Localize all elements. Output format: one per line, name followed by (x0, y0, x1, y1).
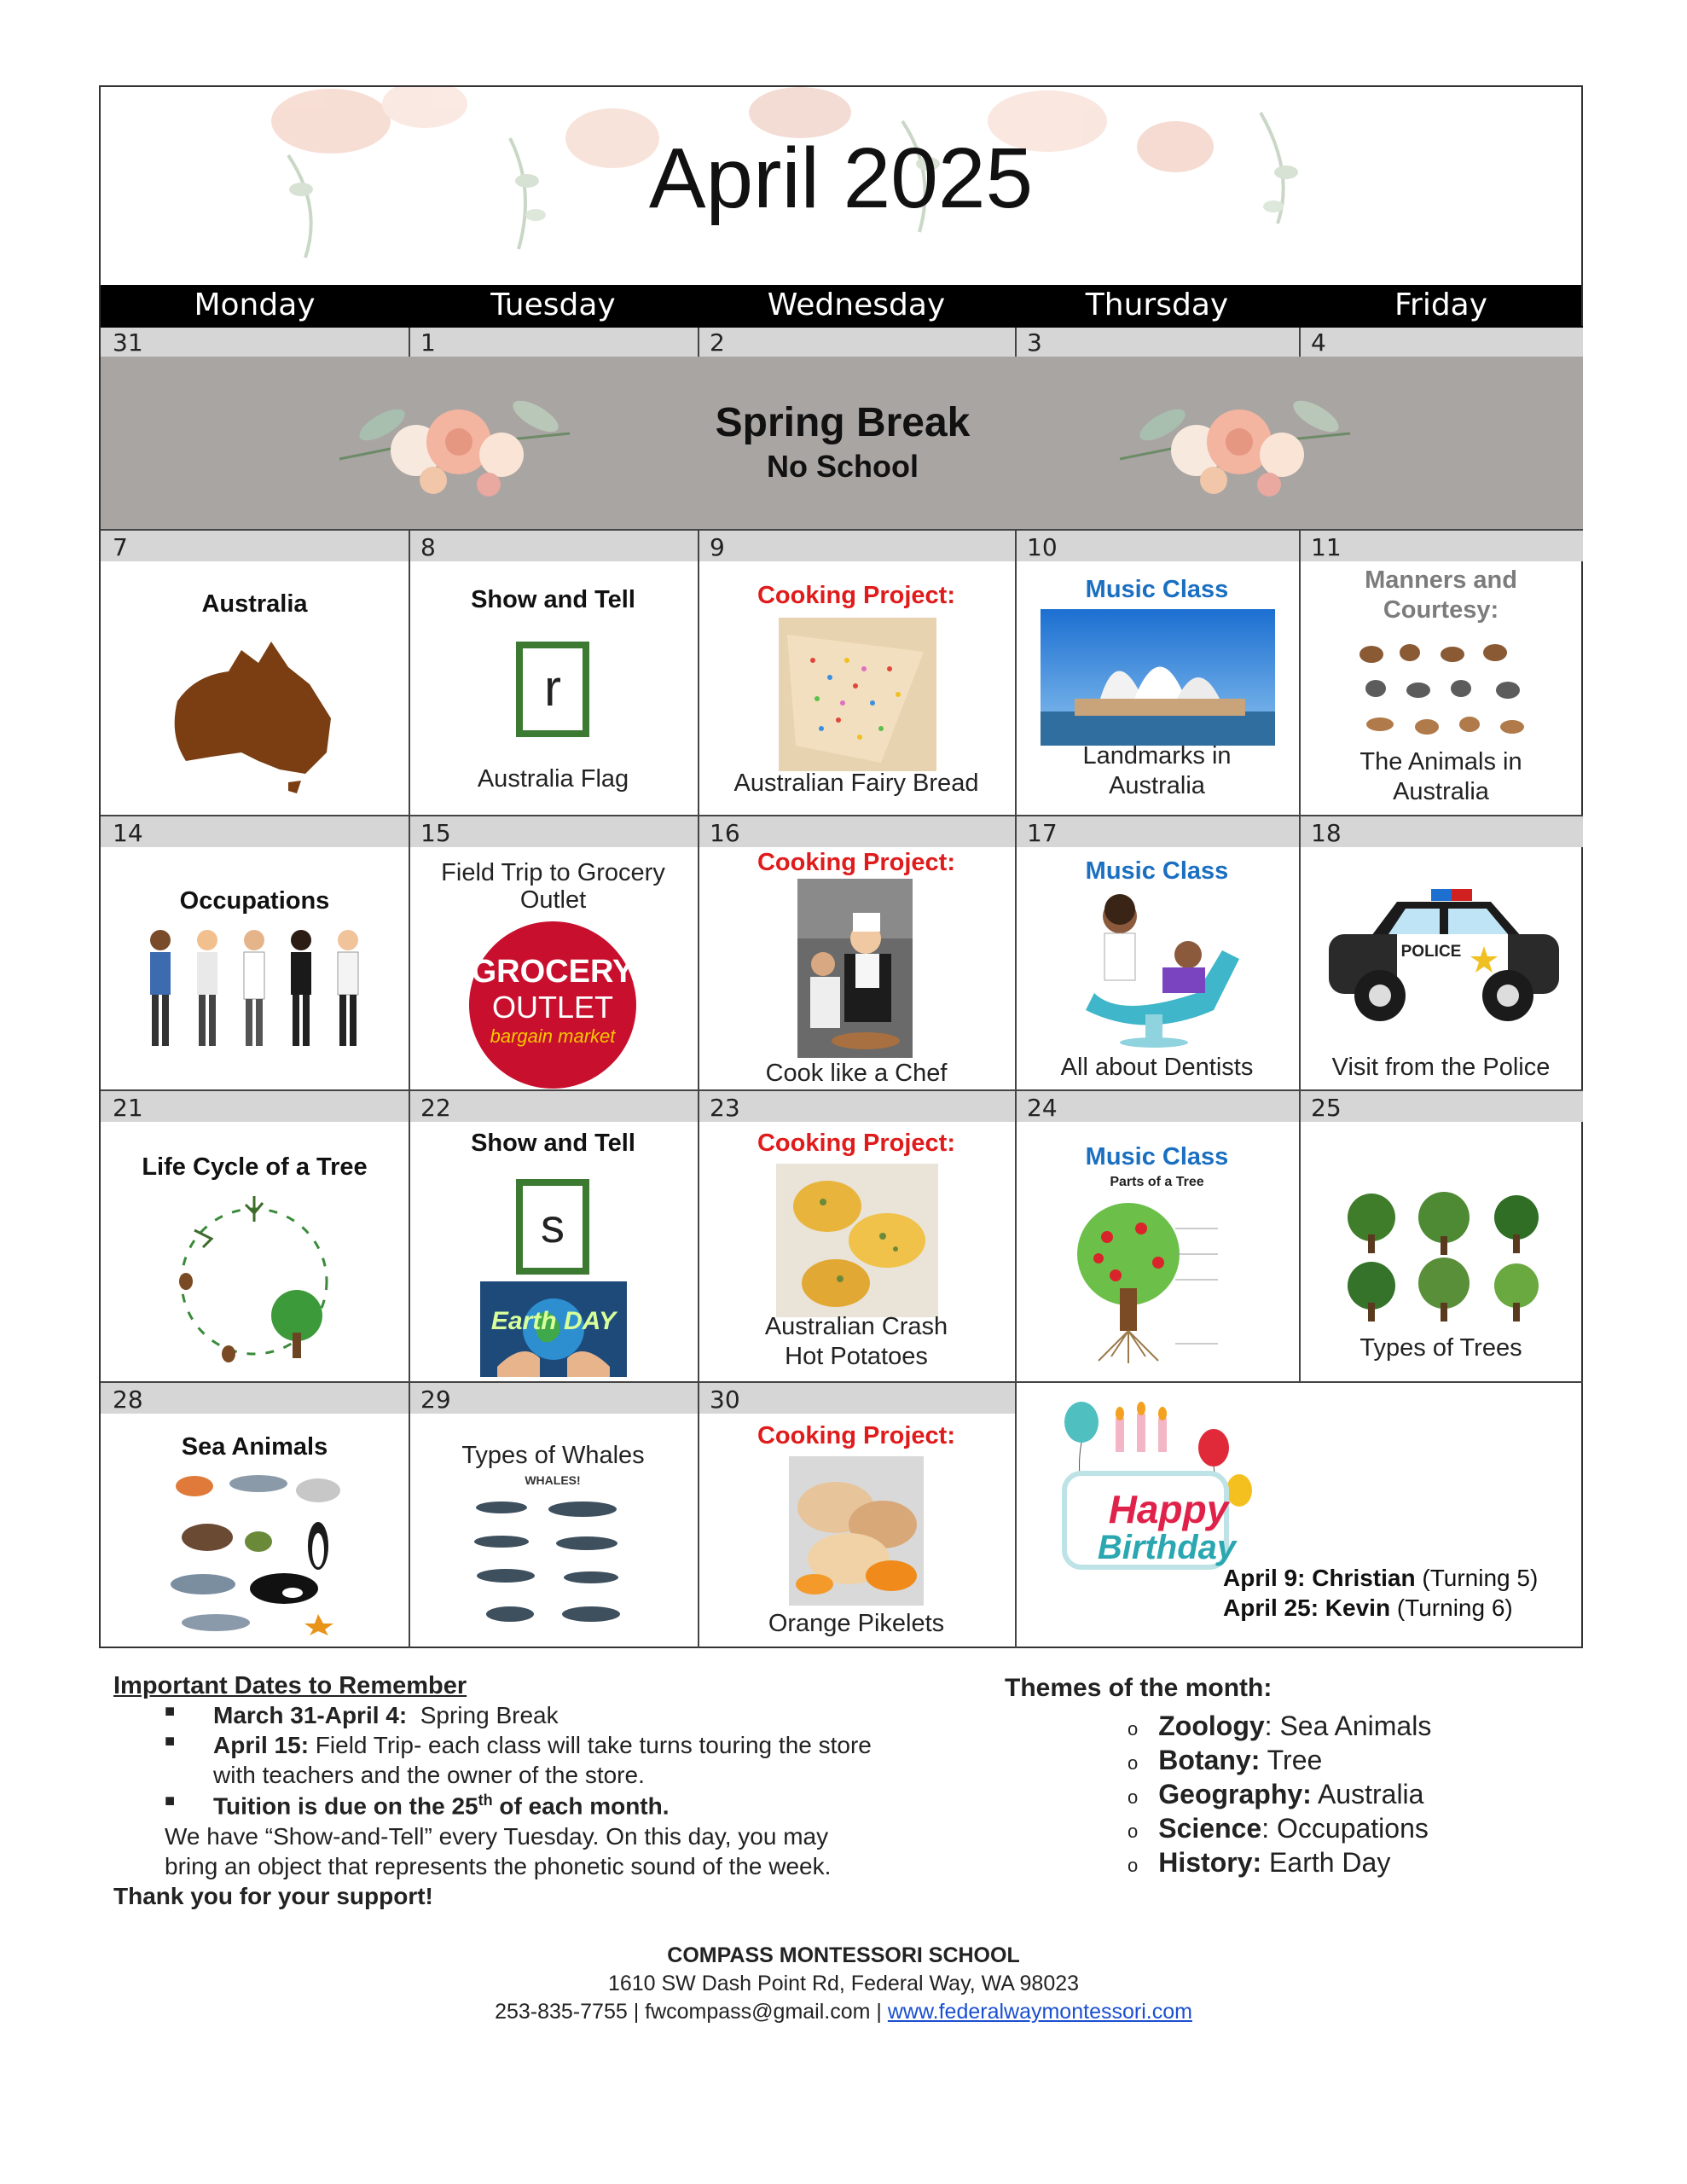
manners-label-line2: Courtesy: (1383, 596, 1499, 624)
day-number: 14 (113, 819, 143, 847)
flower-bouquet-left (331, 374, 578, 510)
phonetic-letter-card: s (516, 1179, 589, 1275)
animals-caption-line1: The Animals in (1359, 748, 1522, 775)
themes-item (1128, 1779, 1423, 1810)
day-number: 25 (1311, 1094, 1342, 1122)
dentists-caption: All about Dentists (1060, 1054, 1254, 1081)
theme-value: Tree (1267, 1745, 1323, 1775)
show-and-tell-label: Show and Tell (471, 586, 635, 613)
theme-sep (1261, 1847, 1269, 1878)
dentist-illustration (1069, 891, 1248, 1048)
day-number: 29 (420, 1385, 451, 1414)
bullet-icon: ■ (165, 1792, 176, 1810)
manners-label-line1: Manners and (1365, 566, 1517, 594)
website-link[interactable]: www.federalwaymontessori.com (887, 2000, 1192, 2024)
day-number: 1 (420, 328, 436, 357)
show-and-tell-note-line2: bring an object that represents the phonetic sound of the week. (165, 1853, 832, 1879)
weekday-thursday: Thursday (1085, 288, 1229, 322)
day-number: 31 (113, 328, 143, 357)
circle-bullet-icon: o (1128, 1821, 1139, 1842)
theme-value: Sea Animals (1279, 1711, 1432, 1741)
week2-number-bar (101, 531, 1583, 561)
field-trip-label-line1: Field Trip to Grocery (441, 859, 665, 886)
birthday-entry-2-age: (Turning 6) (1390, 1594, 1513, 1621)
crash-potatoes-caption-line1: Australian Crash (764, 1313, 948, 1340)
music-class-label: Music Class (1085, 1143, 1229, 1170)
orange-pikelets-caption: Orange Pikelets (768, 1610, 945, 1637)
landmarks-caption-line2: Australia (1109, 772, 1205, 799)
themes-item (1128, 1711, 1431, 1742)
parts-of-tree-heading: Parts of a Tree (1110, 1175, 1204, 1189)
important-item-2-line2: with teachers and the owner of the store. (213, 1762, 645, 1788)
theme-key: History: (1158, 1847, 1262, 1878)
theme-sep (1312, 1779, 1318, 1809)
school-name: COMPASS MONTESSORI SCHOOL (667, 1943, 1020, 1967)
important-item-2-date: April 15: (213, 1732, 310, 1758)
week5-number-bar (101, 1383, 1015, 1414)
police-car-icon (1320, 885, 1568, 1038)
spring-break-banner (101, 357, 1583, 529)
grocery-outlet-logo (469, 921, 636, 1089)
week4-number-bar (101, 1091, 1583, 1122)
day-number: 15 (420, 819, 451, 847)
flower-bouquet-right (1111, 374, 1359, 510)
spring-break-subtitle: No School (767, 449, 919, 484)
whales-icons (467, 1490, 638, 1635)
day-number: 30 (710, 1385, 740, 1414)
day-number: 24 (1027, 1094, 1058, 1122)
music-class-label: Music Class (1085, 576, 1229, 603)
circle-bullet-icon: o (1128, 1786, 1139, 1808)
tree-life-cycle-label: Life Cycle of a Tree (142, 1153, 368, 1181)
sea-animals-label: Sea Animals (181, 1433, 328, 1461)
theme-key: Zoology (1158, 1711, 1265, 1741)
logo-line3: bargain market (490, 1025, 616, 1047)
occupations-people-icon (135, 923, 374, 1051)
day-number: 8 (420, 533, 436, 561)
school-address: 1610 SW Dash Point Rd, Federal Way, WA 98023 (607, 1972, 1080, 1995)
birthday-text-line1: Happy (1108, 1487, 1229, 1531)
bullet-icon: ■ (165, 1702, 176, 1721)
bullet-icon: ■ (165, 1732, 176, 1751)
calendar-header (101, 87, 1581, 283)
theme-sep (1260, 1745, 1267, 1775)
landmarks-caption-line1: Landmarks in (1082, 742, 1232, 770)
sydney-opera-house-photo (1041, 609, 1275, 746)
birthday-entry-2 (1223, 1594, 1513, 1622)
theme-value: Occupations (1277, 1813, 1429, 1844)
police-visit-caption: Visit from the Police (1331, 1054, 1551, 1081)
circle-bullet-icon: o (1128, 1718, 1139, 1740)
day-number: 23 (710, 1094, 740, 1122)
day-number: 4 (1311, 328, 1326, 357)
theme-sep: : (1264, 1711, 1280, 1741)
birthday-text-line2: Birthday (1097, 1529, 1237, 1566)
theme-key: Geography: (1158, 1779, 1312, 1809)
field-trip-label-line2: Outlet (519, 886, 587, 914)
parts-of-tree-diagram (1047, 1194, 1269, 1365)
day-number: 21 (113, 1094, 143, 1122)
music-class-label: Music Class (1085, 857, 1229, 885)
types-of-trees-icon (1337, 1188, 1551, 1324)
circle-bullet-icon: o (1128, 1855, 1139, 1876)
orange-pikelets-photo (789, 1456, 924, 1606)
important-item-3-sup: th (478, 1792, 493, 1809)
police-car-text: POLICE (1400, 943, 1462, 961)
australia-flag-caption: Australia Flag (477, 765, 629, 793)
earth-day-image (480, 1281, 627, 1377)
crash-potatoes-caption-line2: Hot Potatoes (785, 1343, 928, 1370)
logo-line1: GROCERY (471, 954, 635, 990)
weekday-monday: Monday (194, 288, 316, 322)
types-of-whales-label: Types of Whales (461, 1442, 645, 1469)
australia-label: Australia (201, 590, 308, 618)
show-and-tell-label: Show and Tell (471, 1130, 635, 1157)
weekday-friday: Friday (1394, 288, 1488, 322)
important-item-3-text: Tuition is due on the 25 (213, 1792, 478, 1820)
day-number: 17 (1027, 819, 1058, 847)
show-and-tell-note-line1: We have “Show-and-Tell” every Tuesday. On this day, you may (165, 1823, 829, 1850)
themes-heading: Themes of the month: (1005, 1674, 1272, 1702)
calendar (99, 85, 1583, 1648)
theme-value: Australia (1317, 1779, 1424, 1809)
important-item-1-date: March 31-April 4: (213, 1702, 408, 1728)
cook-like-chef-caption: Cook like a Chef (765, 1060, 948, 1087)
day-number: 18 (1311, 819, 1342, 847)
types-of-trees-caption: Types of Trees (1359, 1334, 1522, 1362)
animals-caption-line2: Australia (1393, 778, 1489, 805)
sea-animals-illustration (165, 1465, 348, 1635)
earth-day-text: Earth DAY (490, 1307, 617, 1335)
day-number: 16 (710, 819, 740, 847)
whales-chart-heading: WHALES! (525, 1473, 581, 1487)
australian-animals-chart (1350, 629, 1533, 748)
logo-line2: OUTLET (491, 990, 613, 1025)
important-item-2 (213, 1732, 872, 1759)
australia-map-icon (160, 624, 348, 795)
birthday-entry-1-name: April 9: Christian (1223, 1565, 1416, 1591)
spring-break-title: Spring Break (715, 400, 971, 445)
day-number: 9 (710, 533, 725, 561)
circle-bullet-icon: o (1128, 1752, 1139, 1774)
theme-value: Earth Day (1269, 1847, 1391, 1878)
important-dates-heading: Important Dates to Remember (113, 1672, 467, 1699)
week3-number-bar (101, 816, 1583, 847)
important-item-3 (213, 1792, 670, 1820)
weekday-header-row (101, 285, 1581, 326)
school-contact (0, 2000, 1687, 2024)
whales-chart (467, 1473, 638, 1635)
important-item-1 (213, 1702, 559, 1729)
chefs-photo (797, 879, 913, 1058)
weekday-tuesday: Tuesday (490, 288, 616, 322)
birthday-entry-1 (1223, 1565, 1538, 1592)
cooking-project-label: Cooking Project: (757, 582, 955, 609)
day-number: 7 (113, 533, 128, 561)
day-number: 2 (710, 328, 725, 357)
thank-you-text: Thank you for your support! (113, 1883, 433, 1909)
occupations-label: Occupations (179, 887, 330, 915)
important-item-1-text: Spring Break (407, 1702, 559, 1728)
phonetic-letter-card: r (516, 642, 589, 737)
fairy-bread-caption: Australian Fairy Bread (733, 770, 979, 797)
tree-life-cycle-diagram (160, 1188, 348, 1367)
themes-item (1128, 1813, 1429, 1844)
cooking-project-label: Cooking Project: (757, 1130, 955, 1157)
calendar-title: April 2025 (648, 131, 1034, 226)
phone-email: 253-835-7755 | fwcompass@gmail.com | (495, 2000, 888, 2024)
day-number: 28 (113, 1385, 143, 1414)
important-item-2-text: Field Trip- each class will take turns touring the store (309, 1732, 872, 1758)
theme-sep: : (1261, 1813, 1277, 1844)
cooking-project-label: Cooking Project: (757, 849, 955, 876)
week1-number-bar (101, 326, 1583, 357)
day-number: 11 (1311, 533, 1342, 561)
cooking-project-label: Cooking Project: (757, 1422, 955, 1449)
birthday-entry-2-name: April 25: Kevin (1223, 1594, 1391, 1621)
birthday-entry-1-age: (Turning 5) (1415, 1565, 1539, 1591)
crash-hot-potatoes-photo (776, 1164, 938, 1317)
day-number: 10 (1027, 533, 1058, 561)
day-number: 3 (1027, 328, 1042, 357)
important-item-3-rest: of each month. (492, 1792, 670, 1820)
theme-key: Botany: (1158, 1745, 1261, 1775)
theme-key: Science (1158, 1813, 1262, 1844)
themes-item (1128, 1847, 1390, 1879)
weekday-wednesday: Wednesday (767, 288, 946, 322)
themes-item (1128, 1745, 1322, 1776)
day-number: 22 (420, 1094, 451, 1122)
fairy-bread-photo (779, 618, 936, 771)
